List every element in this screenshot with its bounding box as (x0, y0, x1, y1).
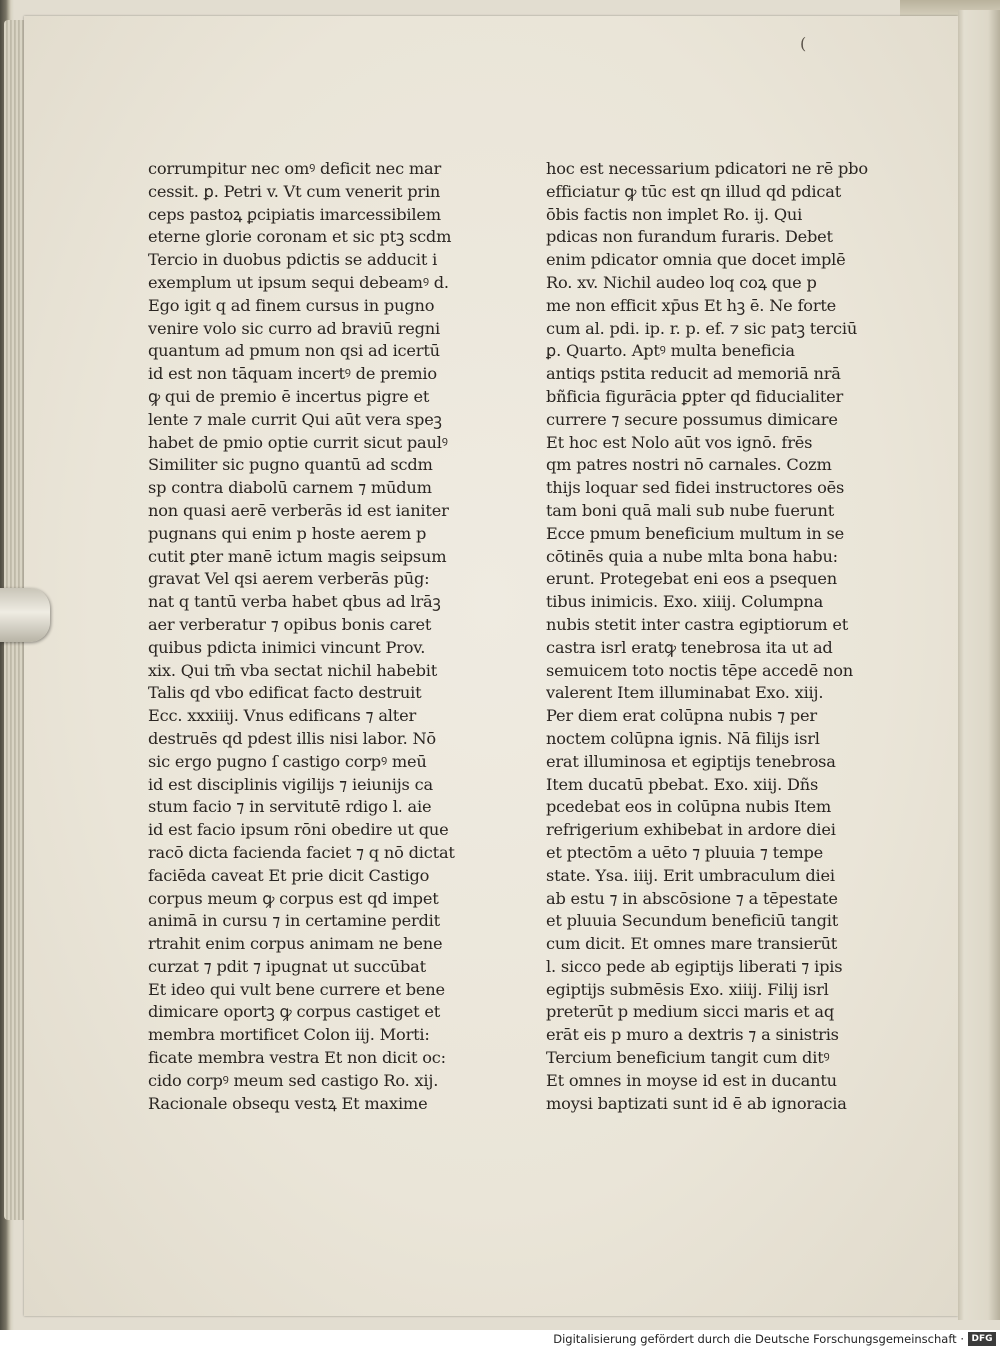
text-column-right (546, 158, 874, 1115)
text-line: pugnans qui enim p hoste aerem p (148, 523, 427, 543)
text-line: racō dicta facienda faciet ⁊ q nō dictat (148, 842, 455, 862)
text-line: destruēs qd pdest illis nisi labor. Nō (148, 728, 436, 748)
text-line: castra isrl eratꝙ tenebrosa ita ut ad (546, 637, 833, 657)
text-line: antiqs pstita reducit ad memoriā nrā (546, 364, 841, 384)
text-line: membra mortificet Colon iij. Morti: (148, 1025, 430, 1045)
text-line: Tercio in duobus pdictis se adducit i (148, 250, 438, 270)
text-line: cessit. ꝑ. Petri v. Vt cum venerit prin (148, 181, 441, 201)
text-line: curzat ⁊ pdit ⁊ ipugnat ut succūbat (148, 956, 426, 976)
text-line: stum facio ⁊ in servitutē rdigo l. aie (148, 797, 432, 817)
text-line: l. sicco pede ab egiptijs liberati ⁊ ipis (546, 956, 843, 976)
text-line: habet de pmio optie currit sicut paulꝰ (148, 432, 448, 452)
text-line: Et ideo qui vult bene currere et bene (148, 979, 445, 999)
text-line: eterne glorie coronam et sic ptꝫ scdm (148, 227, 452, 247)
text-line: Tercium beneficium tangit cum ditꝰ (546, 1048, 830, 1068)
text-line: Item ducatū pbebat. Exo. xiij. Dñs (546, 774, 819, 794)
text-line: semuicem toto noctis tēpe accedē non (546, 660, 854, 680)
text-line: Similiter sic pugno quantū ad scdm (148, 455, 433, 475)
text-line: Ecc. xxxiiij. Vnus edificans ⁊ alter (148, 706, 416, 726)
text-line: tibus inimicis. Exo. xiiij. Columpna (546, 592, 824, 612)
text-line: venire volo sic curro ad braviū regni (148, 318, 440, 338)
text-line: exemplum ut ipsum sequi debeamꝰ d. (148, 272, 449, 292)
text-line: Talis qd vbo edificat facto destruit (148, 683, 422, 703)
text-line: Ecce pmum beneficium multum in se (546, 523, 844, 543)
text-line: quibus pdicta inimici vincunt Prov. (148, 637, 426, 657)
text-line: cum al. pdi. ip. r. p. ef. ⁊ sic patꝫ terciū (546, 318, 858, 338)
page-mark: ( (800, 34, 807, 53)
text-line: hoc est necessarium pdicatori ne rē pbo (546, 159, 868, 178)
text-line: et pluuia Secundum beneficiū tangit (546, 911, 839, 931)
text-line: corrumpitur nec omꝰ deficit nec mar (148, 159, 442, 178)
text-line: bñficia figurācia ꝑpter qd fiducialiter (546, 386, 844, 406)
text-line: cido corpꝰ meum sed castigo Ro. xij. (148, 1070, 439, 1090)
text-line: erat illuminosa et egiptijs tenebrosa (546, 751, 836, 771)
text-line: state. Ysa. iiij. Erit umbraculum diei (546, 865, 835, 885)
text-line: id est non tāquam incertꝰ de premio (148, 364, 437, 384)
text-line: noctem colūpna ignis. Nā filijs isrl (546, 728, 820, 748)
text-line: dimicare oportꝫ ꝙ corpus castiget et (148, 1002, 441, 1022)
text-line: xix. Qui tm̄ vba sectat nichil habebit (148, 660, 438, 680)
text-line: Et omnes in moyse id est in ducantu (546, 1070, 837, 1090)
text-line: ꝙ qui de premio ē incertus pigre et (148, 386, 430, 406)
text-line: erunt. Protegebat eni eos a psequen (546, 569, 837, 589)
text-line: lente ⁊ male currit Qui aūt vera speꝫ (148, 409, 442, 429)
text-line: me non efficit xp̄us Et hꝫ ē. Ne forte (546, 295, 837, 315)
text-line: non quasi aerē verberās id est ianiter (148, 500, 449, 520)
funding-notice: Digitalisierung gefördert durch die Deutsche Forschungsgemeinschaft · (553, 1332, 964, 1346)
text-line: pdicas non furandum furaris. Debet (546, 227, 833, 247)
text-line: nat q tantū verba habet qbus ad lrāꝫ (148, 592, 441, 612)
book-clip (0, 588, 50, 642)
text-line: quantum ad pmum non qsi ad icertū (148, 341, 440, 361)
text-line: erāt eis p muro a dextris ⁊ a sinistris (546, 1025, 839, 1045)
text-line: id est facio ipsum rōni obedire ut que (148, 820, 449, 840)
text-line: Ego igit q ad finem cursus in pugno (148, 295, 435, 315)
text-line: thijs loquar sed fidei instructores oēs (546, 478, 845, 498)
text-line: id est disciplinis vigilijs ⁊ ieiunijs ca (148, 774, 433, 794)
text-line: ab estu ⁊ in abscōsione ⁊ a tēpestate (546, 888, 838, 908)
text-line: enim pdicator omnia que docet implē (546, 250, 846, 270)
facing-page-edge (958, 10, 1000, 1320)
text-line: refrigerium exhibebat in ardore diei (546, 820, 836, 840)
text-line: corpus meum ꝙ corpus est qd impet (148, 888, 439, 908)
text-line: cum dicit. Et omnes mare transierūt (546, 934, 838, 954)
text-line: Et hoc est Nolo aūt vos ignō. frēs (546, 432, 813, 452)
text-line: nubis stetit inter castra egiptiorum et (546, 614, 849, 634)
text-line: Per diem erat colūpna nubis ⁊ per (546, 706, 817, 726)
text-line: egiptijs submēsis Exo. xiiij. Filij isrl (546, 979, 829, 999)
text-line: Ro. xv. Nichil audeo loq coꝝ que p (546, 272, 817, 292)
text-line: rtrahit enim corpus animam ne bene (148, 934, 443, 954)
text-line: tam boni quā mali sub nube fuerunt (546, 500, 835, 520)
text-line: currere ⁊ secure possumus dimicare (546, 409, 838, 429)
text-column-left (148, 158, 460, 1115)
text-line: gravat Vel qsi aerem verberās pūg: (148, 569, 430, 589)
text-line: Racionale obsequ vestꝝ Et maxime (148, 1093, 428, 1113)
text-line: aer verberatur ⁊ opibus bonis caret (148, 614, 432, 634)
text-line: qm patres nostri nō carnales. Cozm (546, 455, 832, 475)
text-line: efficiatur ꝙ tūc est qn illud qd pdicat (546, 181, 842, 201)
text-line: cōtinēs quia a nube mlta bona habu: (546, 546, 838, 566)
text-line: ꝑ. Quarto. Aptꝰ multa beneficia (546, 341, 795, 361)
text-line: sic ergo pugno ſ castigo corpꝰ meū (148, 751, 427, 771)
text-line: pcedebat eos in colūpna nubis Item (546, 797, 832, 817)
text-line: sp contra diabolū carnem ⁊ mūdum (148, 478, 432, 498)
text-line: animā in cursu ⁊ in certamine perdit (148, 911, 440, 931)
text-line: ceps pastoꝝ ꝑcipiatis imarcessibilem (148, 204, 441, 224)
dfg-logo: DFG (968, 1332, 996, 1346)
text-line: et ptectōm a uēto ⁊ pluuia ⁊ tempe (546, 842, 824, 862)
text-line: valerent Item illuminabat Exo. xiij. (546, 683, 824, 703)
text-line: moysi baptizati sunt id ē ab ignoracia (546, 1093, 847, 1113)
text-line: faciēda caveat Et prie dicit Castigo (148, 865, 430, 885)
text-line: ōbis factis non implet Ro. ij. Qui (546, 204, 803, 224)
text-line: cutit ꝑter manē ictum magis seipsum (148, 546, 447, 566)
text-line: ficate membra vestra Et non dicit oc: (148, 1048, 446, 1068)
text-line: preterūt p medium sicci maris et aq (546, 1002, 835, 1022)
footer-bar (0, 1330, 1000, 1349)
